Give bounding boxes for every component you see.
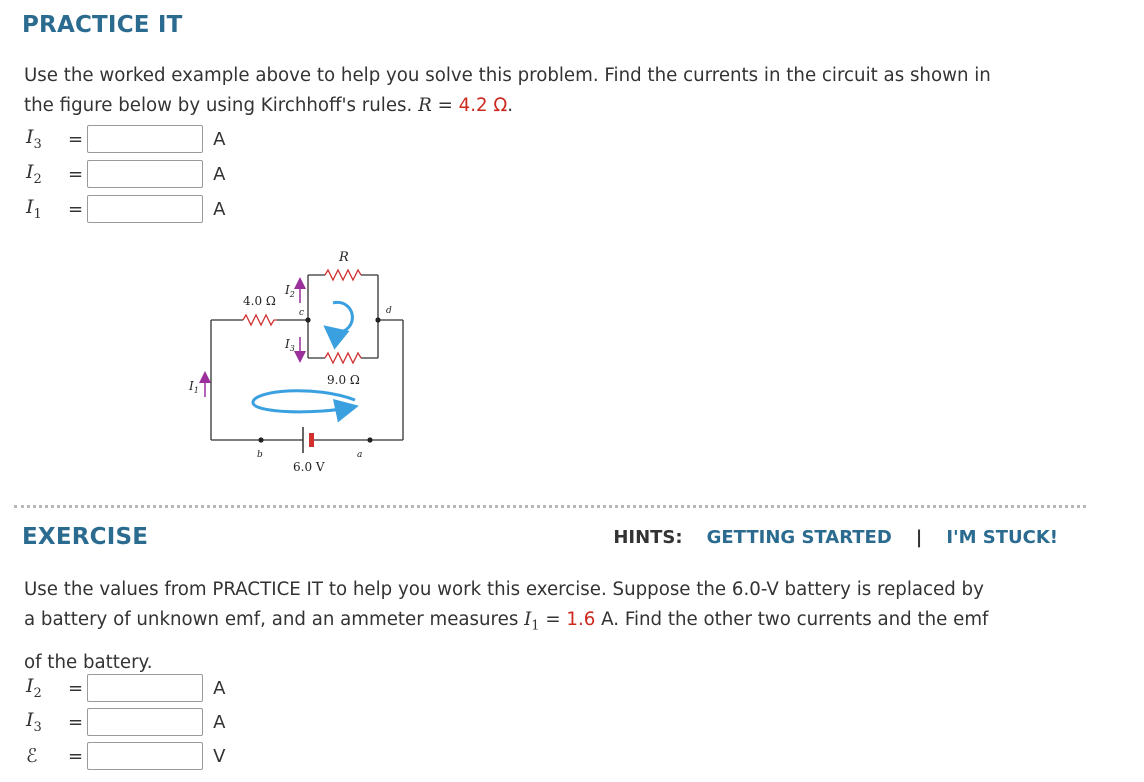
unit-label: V <box>213 745 226 767</box>
unit-label: A <box>213 198 226 220</box>
node-a-dot <box>367 437 372 442</box>
r-label: R <box>339 250 349 265</box>
problem-line-1: Use the worked example above to help you solve this problem. Find the currents in the circuit as shown in <box>24 65 991 86</box>
i1-answer-input[interactable] <box>87 195 203 223</box>
loop-arrow-large <box>253 391 355 412</box>
node-b-label: b <box>257 450 263 460</box>
answer-row-i1: $I_1$ = A <box>26 196 226 222</box>
node-d-label: d <box>386 306 392 316</box>
battery-label: 6.0 V <box>293 460 325 474</box>
exercise-i2-input[interactable] <box>87 674 203 702</box>
loop-arrow-small <box>328 302 352 332</box>
hints-label: HINTS: <box>613 527 683 548</box>
answer-row-i2: $I_2$ = A <box>26 161 226 187</box>
exercise-heading: EXERCISE <box>22 524 149 550</box>
node-b-dot <box>258 437 263 442</box>
r-variable: R <box>418 95 432 116</box>
practice-heading: PRACTICE IT <box>22 12 183 38</box>
resistor-9ohm-label: 9.0 Ω <box>327 373 360 387</box>
exercise-line-3: of the battery. <box>24 651 153 673</box>
i2-label: $I_2$ <box>285 283 295 299</box>
exercise-text <box>24 575 1104 678</box>
circuit-diagram <box>175 245 415 480</box>
i2-answer-input[interactable] <box>87 160 203 188</box>
exercise-row-emf: ℰ = V <box>26 740 225 772</box>
node-a-label: a <box>357 450 363 460</box>
unit-label: A <box>213 677 226 699</box>
battery-short-plate <box>309 433 314 447</box>
unit-label: A <box>213 711 226 733</box>
resistor-9ohm <box>325 353 361 363</box>
i3-label: $I_3$ <box>285 337 295 353</box>
circuit-wires <box>211 275 403 440</box>
resistor-r <box>325 270 361 280</box>
resistor-4ohm <box>243 315 277 325</box>
unit-label: A <box>213 163 226 185</box>
exercise-line-1: Use the values from PRACTICE IT to help you work this exercise. Suppose the 6.0-V battery is replaced by <box>24 579 984 600</box>
node-c-label: c <box>299 308 305 318</box>
practice-problem-text <box>24 61 1104 121</box>
unit-label: A <box>213 128 226 150</box>
exercise-i3-input[interactable] <box>87 708 203 736</box>
exercise-emf-input[interactable] <box>87 742 203 770</box>
hint-separator: | <box>915 527 923 548</box>
i3-answer-input[interactable] <box>87 125 203 153</box>
i1-label: $I_1$ <box>189 379 199 395</box>
node-c-dot <box>305 317 310 322</box>
exercise-line-2: a battery of unknown emf, and an ammeter measures $I_1 = 1.6$ A. Find the other two currents and the emf <box>24 609 989 634</box>
problem-line-2: the figure below by using Kirchhoff's rules. R = 4.2 Ω. <box>24 95 514 116</box>
hint-getting-started-link[interactable]: GETTING STARTED <box>706 527 892 548</box>
resistor-4ohm-label: 4.0 Ω <box>243 294 276 308</box>
hint-stuck-link[interactable]: I'M STUCK! <box>946 527 1058 548</box>
r-value: 4.2 Ω <box>458 95 508 116</box>
section-divider <box>14 505 1086 508</box>
exercise-row-i3: $I_3$ = A <box>26 709 226 735</box>
answer-row-i3: $I_3$ = A <box>26 126 226 152</box>
i1-given-value: 1.6 <box>566 609 596 630</box>
exercise-row-i2: $I_2$ = A <box>26 675 226 701</box>
hints-bar <box>613 527 1058 548</box>
node-d-dot <box>375 317 380 322</box>
